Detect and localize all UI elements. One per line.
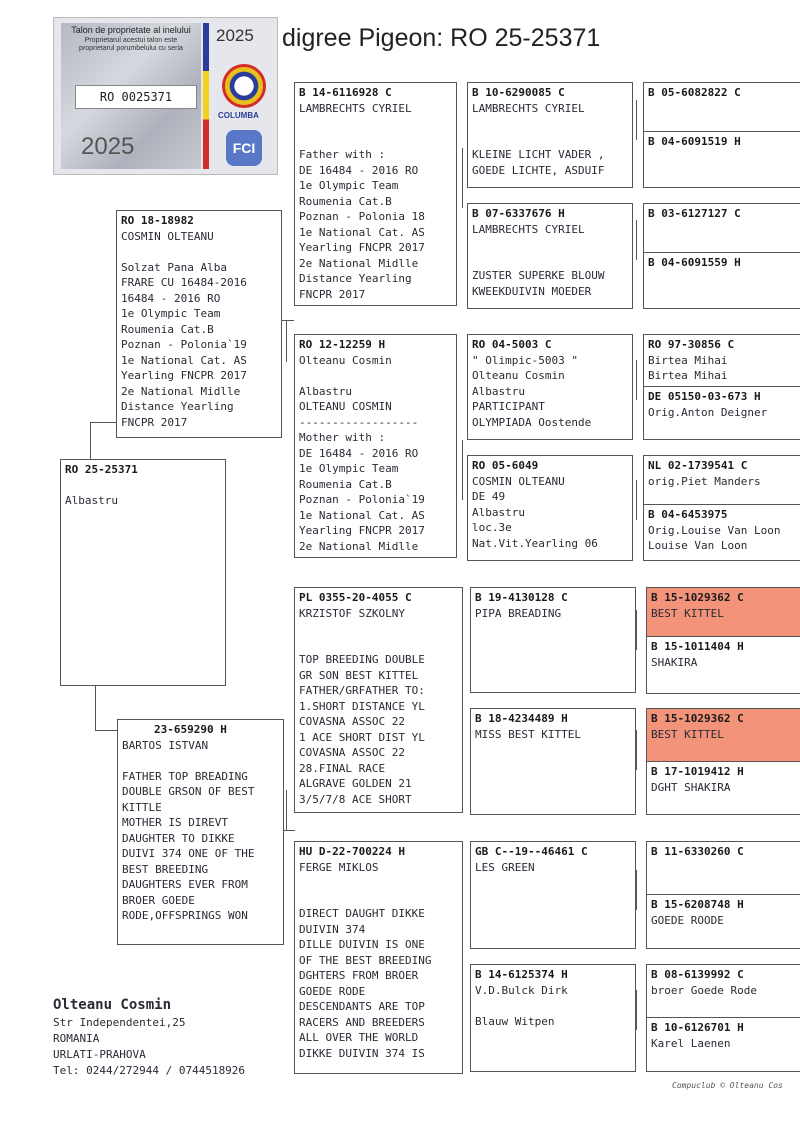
ring-number: B 11-6330260 C [651, 845, 744, 858]
detail-line: DE 16484 - 2016 RO [299, 446, 419, 460]
detail-line: DESCENDANTS ARE TOP [299, 1000, 425, 1013]
detail-line: V.D.Bulck Dirk [475, 983, 568, 997]
owner-name: Olteanu Cosmin [53, 997, 172, 1013]
detail-line: 2e National Midlle [299, 539, 419, 553]
fci-logo-icon: FCI [226, 130, 262, 166]
connector-line [636, 610, 637, 650]
pigeon-details [299, 860, 458, 1062]
ring-number: NL 02-1739541 C [648, 459, 748, 472]
ring-number: B 18-4234489 H [475, 712, 568, 725]
detail-line: DIRECT DAUGHT DIKKE [299, 907, 425, 920]
detail-line: Roumenia Cat.B [299, 477, 392, 491]
detail-line: Yearling FNCPR 2017 [299, 524, 425, 537]
detail-line: LAMBRECHTS CYRIEL [299, 101, 412, 115]
detail-line [472, 116, 628, 132]
sticker-year-small: 2025 [216, 26, 254, 45]
detail-line: LES GREEN [475, 860, 535, 874]
detail-line: " Olimpic-5003 " [472, 353, 578, 367]
detail-line: Albastru [472, 505, 525, 519]
gen4-sire [644, 204, 800, 224]
dam-card [117, 719, 284, 945]
detail-line: MISS BEST KITTEL [475, 727, 581, 741]
detail-line: Poznan - Polonia`19 [299, 493, 425, 506]
connector-line [636, 100, 637, 140]
connector-line [636, 220, 637, 260]
detail-line: Birtea Mihai [648, 369, 728, 382]
ring-number: B 14-6125374 H [475, 968, 568, 981]
gen4-dam [644, 132, 800, 152]
detail-line: DUIVI 374 ONE OF THE [122, 847, 255, 860]
ring-number: B 15-6208748 H [651, 898, 744, 911]
detail-line: Roumenia Cat.B [299, 194, 392, 208]
detail-line: ALGRAVE GOLDEN 21 [299, 777, 412, 790]
owner-address: Str Independentei,25 [53, 1016, 186, 1029]
ring-number: B 04-6091559 H [648, 256, 741, 269]
subject-pigeon-card [60, 459, 226, 686]
detail-line: PARTICIPANT [472, 400, 545, 413]
gen4-sire [644, 83, 800, 133]
connector-line [95, 730, 118, 731]
ring-number: PL 0355-20-4055 C [299, 591, 412, 604]
sticker-code: RO 0025371 [75, 85, 197, 109]
detail-line: 1 ACE SHORT DIST YL [299, 730, 425, 744]
detail-line: 28.FINAL RACE [299, 761, 386, 775]
gen4-dam [644, 387, 800, 422]
ring-number: B 05-6082822 C [648, 86, 741, 99]
gen4-sire [647, 965, 800, 1000]
detail-line: loc.3e [472, 521, 512, 534]
detail-line: 16484 - 2016 RO [121, 291, 221, 305]
connector-line [281, 320, 294, 321]
ring-number: RO 97-30856 C [648, 338, 735, 351]
detail-line: GOEDE ROODE [651, 913, 724, 927]
sticker-heading: Talon de proprietate al inelului [71, 25, 191, 35]
detail-line: TOP BREEDING DOUBLE [299, 653, 425, 666]
detail-line: FATHER TOP BREADING [122, 769, 248, 783]
detail-line: Karel Laenen [651, 1036, 731, 1050]
detail-line: Solzat Pana Alba [121, 260, 227, 274]
gen4-sire [644, 456, 800, 491]
detail-line [299, 637, 458, 653]
connector-line [636, 870, 637, 910]
grandsire-maternal-card [294, 587, 463, 813]
connector-line [636, 360, 637, 400]
detail-line: DOUBLE GRSON OF BEST [122, 785, 255, 798]
detail-line: 2e National Midlle [299, 256, 419, 270]
ring-number: B 15-1029362 C [651, 712, 744, 725]
pigeon-details [299, 606, 458, 808]
detail-line: 1e Olympic Team [299, 179, 399, 192]
detail-line: Roumenia Cat.B [121, 322, 214, 336]
sticker-subtext-line: proprietarul porumbelului cu seria [79, 45, 183, 52]
gen4-pair-card [646, 708, 800, 815]
gen4-sire [644, 335, 800, 386]
detail-line: FNCPR 2017 [121, 415, 188, 429]
detail-line: Yearling FNCPR 2017 [299, 241, 425, 254]
detail-line: COVASNA ASSOC 22 [299, 715, 405, 728]
detail-line: Mother with : [299, 431, 386, 444]
color-text: Albastru [65, 493, 118, 507]
detail-line: ZUSTER SUPERKE BLOUW [472, 269, 605, 282]
detail-line: COSMIN OLTEANU [121, 229, 214, 243]
detail-line: Yearling FNCPR 2017 [121, 369, 247, 382]
footer-credit: Compuclub © Olteanu Cos [672, 1081, 783, 1090]
ring-number: B 15-1011404 H [651, 640, 744, 653]
detail-line: Distance Yearling [121, 400, 234, 413]
gen4-dam [647, 895, 800, 930]
detail-line: Olteanu Cosmin [299, 353, 392, 367]
owner-city: URLATI-PRAHOVA [53, 1048, 146, 1061]
tricolor-stripe [203, 23, 209, 169]
detail-line: DGHT SHAKIRA [651, 780, 731, 794]
detail-line: DAUGHTER TO DIKKE [122, 831, 235, 845]
gen4-dam [644, 505, 800, 556]
detail-line: 1e National Cat. AS [299, 508, 425, 522]
ring-number: GB C--19--46461 C [475, 845, 588, 858]
detail-line: OLYMPIADA Oostende [472, 415, 592, 429]
granddam-maternal-card [294, 841, 463, 1074]
detail-line: GR SON BEST KITTEL [299, 668, 419, 682]
detail-line: 1e Olympic Team [299, 462, 399, 475]
ring-number: B 10-6126701 H [651, 1021, 744, 1034]
detail-line: broer Goede Rode [651, 983, 757, 997]
detail-line: DIKKE DUIVIN 374 IS [299, 1046, 425, 1060]
detail-line: Louise Van Loon [648, 539, 748, 552]
detail-line: 1e Olympic Team [121, 307, 221, 320]
gen3-card [467, 82, 633, 188]
pigeon-details [121, 229, 277, 431]
columba-label: COLUMBA [218, 111, 259, 120]
detail-line [299, 368, 452, 384]
page-title: digree Pigeon: RO 25-25371 [282, 24, 601, 52]
detail-line: Poznan - Polonia`19 [121, 338, 247, 351]
gen4-pair-card [646, 964, 800, 1072]
detail-line: Albastru [299, 384, 352, 398]
detail-line: FATHER/GRFATHER TO: [299, 684, 425, 697]
gen4-sire [647, 842, 800, 862]
detail-line: GOEDE LICHTE, ASDUIF [472, 163, 605, 177]
gen3-card [467, 334, 633, 440]
ring-number: DE 05150-03-673 H [648, 390, 761, 403]
gen3-card [470, 587, 636, 693]
gen4-pair-card [643, 82, 800, 188]
owner-phone: Tel: 0244/272944 / 0744518926 [53, 1064, 246, 1077]
ring-number: RO 25-25371 [65, 463, 138, 476]
connector-line [462, 440, 463, 500]
sticker-subtext [61, 37, 201, 53]
detail-line [299, 116, 452, 132]
detail-line: COSMIN OLTEANU [472, 474, 565, 488]
detail-line: BEST KITTEL [651, 727, 724, 741]
ring-number: B 10-6290085 C [472, 86, 565, 99]
detail-line: COVASNA ASSOC 22 [299, 746, 405, 759]
detail-line: Olteanu Cosmin [472, 369, 565, 382]
detail-line: FRARE CU 16484-2016 [121, 276, 247, 289]
detail-line: Father with : [299, 148, 386, 161]
detail-line: 1e National Cat. AS [299, 225, 425, 239]
gen4-sire-highlighted [647, 709, 800, 761]
detail-line: orig.Piet Manders [648, 474, 761, 488]
detail-line: 1e National Cat. AS [121, 353, 247, 367]
detail-line [299, 621, 458, 637]
connector-line [286, 320, 287, 362]
connector-line [90, 422, 91, 460]
ring-number: B 03-6127127 C [648, 207, 741, 220]
connector-line [90, 422, 117, 423]
gen3-card [467, 455, 633, 561]
gen3-card [467, 203, 633, 309]
detail-line: BROER GOEDE [122, 893, 195, 907]
detail-line: BARTOS ISTVAN [122, 738, 209, 752]
gen3-card [470, 841, 636, 949]
connector-line [462, 148, 463, 208]
detail-line: GOEDE RODE [299, 984, 366, 998]
detail-line: Albastru [472, 384, 525, 398]
detail-line: BEST KITTEL [651, 606, 724, 620]
connector-line [95, 685, 96, 730]
ring-number: 23-659290 H [154, 723, 227, 736]
detail-line: ------------------ [299, 415, 419, 429]
gen4-pair-card [646, 841, 800, 949]
ring-number: RO 05-6049 [472, 459, 539, 472]
detail-line [472, 237, 628, 253]
ring-number: B 04-6091519 H [648, 135, 741, 148]
detail-line [122, 753, 279, 769]
detail-line: OF THE BEST BREEDING [299, 953, 432, 967]
pigeon-details [299, 353, 452, 555]
ring-number: B 08-6139992 C [651, 968, 744, 981]
detail-line: FERGE MIKLOS [299, 860, 379, 874]
detail-line: PIPA BREADING [475, 606, 562, 620]
ring-number: B 07-6337676 H [472, 207, 565, 220]
ring-number: B 17-1019412 H [651, 765, 744, 778]
detail-line: KLEINE LICHT VADER , [472, 148, 605, 161]
ring-number: RO 18-18982 [121, 214, 194, 227]
ring-number: HU D-22-700224 H [299, 845, 405, 858]
connector-line [636, 990, 637, 1030]
ring-number: B 15-1029362 C [651, 591, 744, 604]
owner-country: ROMANIA [53, 1032, 100, 1045]
grandsire-paternal-card [294, 82, 457, 306]
pigeon-details [299, 101, 452, 303]
detail-line [472, 132, 628, 148]
ring-number: RO 12-12259 H [299, 338, 386, 351]
detail-line: Blauw Witpen [475, 1014, 555, 1028]
ring-number: RO 04-5003 C [472, 338, 552, 351]
detail-line: DGHTERS FROM BROER [299, 969, 419, 982]
detail-line: MOTHER IS DIREVT [122, 816, 228, 829]
detail-line: BEST BREEDING [122, 862, 209, 876]
detail-line: DUIVIN 374 [299, 922, 366, 936]
ring-number: B 14-6116928 C [299, 86, 392, 99]
detail-line: DILLE DUIVIN IS ONE [299, 938, 425, 951]
detail-line: SHAKIRA [651, 655, 698, 669]
detail-line: Orig.Louise Van Loon [648, 523, 781, 537]
detail-line [299, 132, 452, 148]
gen4-dam [644, 253, 800, 273]
detail-line: FNCPR 2017 [299, 287, 366, 301]
detail-line: KITTLE [122, 800, 162, 814]
gen4-dam [647, 1018, 800, 1053]
detail-line [472, 253, 628, 269]
detail-line: KRZISTOF SZKOLNY [299, 606, 405, 620]
detail-line [299, 891, 458, 907]
detail-line: Birtea Mihai [648, 353, 728, 367]
detail-line: LAMBRECHTS CYRIEL [472, 101, 585, 115]
owner-info [53, 995, 245, 1079]
detail-line: Distance Yearling [299, 272, 412, 285]
gen4-pair-card [643, 334, 800, 440]
connector-line [284, 830, 295, 831]
granddam-paternal-card [294, 334, 457, 558]
sire-card [116, 210, 282, 438]
detail-line: Nat.Vit.Yearling 06 [472, 536, 598, 550]
detail-line: OLTEANU COSMIN [299, 400, 392, 413]
ownership-sticker [53, 17, 278, 175]
pigeon-details [122, 738, 279, 924]
detail-line: DE 49 [472, 490, 506, 503]
sticker-subtext-line: Proprietarul acestui talon este [84, 37, 178, 44]
detail-line [475, 998, 631, 1014]
gen4-sire-highlighted [647, 588, 800, 636]
connector-line [286, 790, 287, 830]
detail-line: 3/5/7/8 ACE SHORT [299, 792, 412, 806]
gen4-pair-card [643, 203, 800, 309]
ring-number: B 04-6453975 [648, 508, 728, 521]
detail-line: KWEEKDUIVIN MOEDER [472, 284, 592, 298]
detail-line [121, 244, 277, 260]
detail-line: 1.SHORT DISTANCE YL [299, 699, 425, 713]
gen4-dam [647, 762, 800, 797]
detail-line: 2e National Midlle [121, 384, 241, 398]
detail-line: DE 16484 - 2016 RO [299, 163, 419, 177]
detail-line: DAUGHTERS EVER FROM [122, 878, 248, 891]
detail-line: LAMBRECHTS CYRIEL [472, 222, 585, 236]
detail-line [299, 875, 458, 891]
gen4-dam [647, 637, 800, 672]
detail-line: Orig.Anton Deigner [648, 405, 768, 419]
detail-line: RACERS AND BREEDERS [299, 1015, 425, 1029]
gen3-card [470, 964, 636, 1072]
sticker-year-big: 2025 [81, 133, 135, 160]
columba-logo-icon [222, 64, 266, 108]
sticker-card [61, 23, 201, 169]
connector-line [636, 730, 637, 770]
connector-line [636, 480, 637, 520]
ring-number: B 19-4130128 C [475, 591, 568, 604]
gen4-pair-card [646, 587, 800, 694]
detail-line: RODE,OFFSPRINGS WON [122, 909, 248, 922]
detail-line: Poznan - Polonia 18 [299, 210, 425, 223]
detail-line: ALL OVER THE WORLD [299, 1031, 419, 1044]
gen4-pair-card [643, 455, 800, 561]
gen3-card [470, 708, 636, 815]
